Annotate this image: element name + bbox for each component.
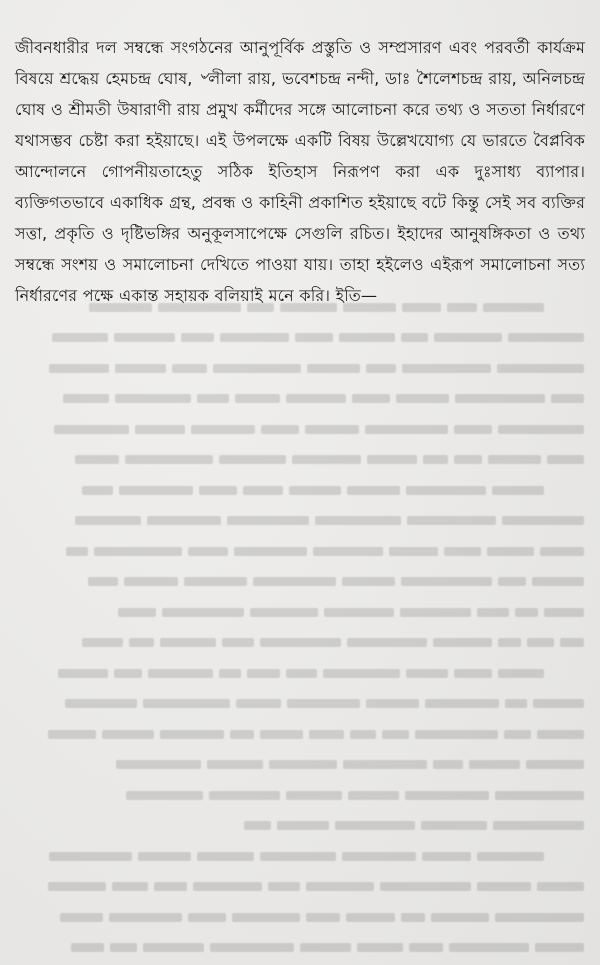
show-through-line: [10, 658, 590, 689]
show-through-mark: [495, 913, 584, 922]
show-through-mark: [213, 364, 301, 373]
show-through-mark: [82, 638, 123, 647]
show-through-mark: [193, 882, 262, 891]
show-through-mark: [129, 638, 154, 647]
show-through-mark: [526, 760, 584, 769]
show-through-mark: [342, 577, 395, 586]
show-through-line: [10, 841, 590, 872]
show-through-mark: [244, 821, 271, 830]
show-through-mark: [119, 486, 193, 495]
show-through-mark: [230, 730, 254, 739]
show-through-mark: [365, 425, 448, 434]
show-through-mark: [444, 547, 481, 556]
show-through-mark: [324, 608, 394, 617]
show-through-mark: [306, 913, 340, 922]
show-through-mark: [323, 669, 400, 678]
show-through-mark: [181, 333, 214, 342]
show-through-mark: [495, 791, 584, 800]
show-through-mark: [88, 577, 118, 586]
show-through-mark: [502, 516, 584, 525]
show-through-mark: [109, 913, 182, 922]
show-through-mark: [402, 364, 491, 373]
show-through-mark: [82, 486, 113, 495]
show-through-mark: [126, 791, 203, 800]
show-through-mark: [315, 516, 401, 525]
show-through-mark: [347, 486, 400, 495]
show-through-mark: [477, 882, 531, 891]
show-through-line: [10, 536, 590, 567]
show-through-line: [10, 323, 590, 354]
show-through-line: [10, 445, 590, 476]
show-through-mark: [118, 608, 156, 617]
show-through-mark: [115, 394, 191, 403]
show-through-mark: [253, 577, 336, 586]
show-through-mark: [172, 364, 207, 373]
show-through-mark: [197, 852, 254, 861]
show-through-mark: [425, 699, 499, 708]
show-through-mark: [406, 486, 486, 495]
show-through-mark: [400, 608, 471, 617]
show-through-mark: [286, 791, 342, 800]
show-through-mark: [188, 913, 226, 922]
show-through-mark: [350, 730, 376, 739]
show-through-line: [10, 811, 590, 842]
show-through-line: [10, 414, 590, 445]
show-through-mark: [75, 516, 141, 525]
show-through-mark: [367, 455, 417, 464]
show-through-line: [10, 902, 590, 933]
show-through-mark: [219, 455, 286, 464]
show-through-mark: [527, 638, 554, 647]
show-through-mark: [498, 638, 521, 647]
show-through-mark: [406, 669, 448, 678]
show-through-mark: [114, 333, 175, 342]
show-through-mark: [269, 760, 337, 769]
show-through-mark: [143, 943, 204, 952]
show-through-mark: [352, 394, 390, 403]
show-through-mark: [66, 547, 88, 556]
show-through-mark: [313, 547, 383, 556]
show-through-mark: [207, 760, 263, 769]
paragraph: জীবনধারীর দল সম্বন্ধে সংগঠনের আনুপূর্বিক প্রস্তুতি ও সম্প্রসারণ এবং পরবর্তী কার্যক্রম বিষয়ে শ্রদ্ধেয় হেমচন্দ্র ঘোষ, ৺লীলা রায়, ভবেশচন্দ্র নন্দী, ডাঃ শৈলেশচন্দ্র রায়, অনিলচন্দ্র ঘোষ ও শ্রীমতী উষারাণী রায় প্রমুখ কর্মীদের সঙ্গে আলোচনা করে তথ্য ও সততা নির্ধারণে যথাসম্ভব চেষ্টা করা হইয়াছে। এই উপলক্ষে একটি বিষয় উল্লেখযোগ্য যে ভারতে বৈপ্লবিক আন্দোলনে গোপনীয়তাহেতু সঠিক ইতিহাস নিরূপণ করা এক দুঃসাধ্য ব্যাপার। ব্যক্তিগতভাবে একাধিক গ্রন্থ, প্রবন্ধ ও কাহিনী প্রকাশিত হইয়াছে বটে কিন্তু সেই সব ব্যক্তির সত্তা, প্রকৃতি ও দৃষ্টিভঙ্গির অনুকূলসাপেক্ষে সেগুলি রচিত। ইহাদের আনুষঙ্গিকতা ও তথ্য সম্বন্ধে সংশয় ও সমালোচনা দেখিতে পাওয়া যায়। তাহা হইলেও এইরূপ সমালোচনা সত্য নির্ধারণের পক্ষে একান্ত সহায়ক বলিয়াই মনে করি। ইতি—: [15, 38, 585, 305]
show-through-mark: [52, 333, 108, 342]
show-through-mark: [227, 516, 309, 525]
show-through-mark: [551, 394, 584, 403]
show-through-mark: [493, 821, 584, 830]
show-through-mark: [407, 516, 496, 525]
show-through-mark: [307, 364, 360, 373]
show-through-mark: [492, 486, 544, 495]
show-through-mark: [497, 364, 584, 373]
show-through-line: [10, 384, 590, 415]
show-through-mark: [235, 394, 280, 403]
show-through-line: [10, 872, 590, 903]
show-through-mark: [421, 821, 487, 830]
show-through-line: [10, 567, 590, 598]
body-text: [15, 32, 585, 311]
show-through-mark: [287, 699, 360, 708]
show-through-mark: [197, 394, 229, 403]
show-through-mark: [71, 943, 104, 952]
show-through-mark: [449, 943, 529, 952]
show-through-mark: [405, 791, 489, 800]
show-through-mark: [124, 577, 178, 586]
show-through-mark: [544, 608, 584, 617]
show-through-mark: [401, 333, 428, 342]
show-through-mark: [94, 547, 182, 556]
show-through-mark: [306, 882, 374, 891]
show-through-mark: [65, 699, 137, 708]
show-through-mark: [261, 425, 299, 434]
show-through-line: [10, 628, 590, 659]
show-through-mark: [504, 730, 531, 739]
show-through-mark: [455, 394, 545, 403]
show-through-mark: [110, 943, 137, 952]
show-through-line: [10, 475, 590, 506]
show-through-mark: [147, 516, 221, 525]
show-through-mark: [547, 455, 584, 464]
show-through-mark: [433, 638, 492, 647]
show-through-mark: [433, 760, 463, 769]
show-through-mark: [63, 394, 109, 403]
show-through-mark: [116, 760, 201, 769]
show-through-mark: [289, 486, 341, 495]
show-through-mark: [309, 730, 344, 739]
show-through-mark: [540, 547, 584, 556]
show-through-mark: [380, 882, 471, 891]
show-through-line: [10, 780, 590, 811]
show-through-mark: [343, 760, 427, 769]
show-through-mark: [222, 638, 254, 647]
show-through-mark: [505, 699, 527, 708]
show-through-mark: [191, 425, 255, 434]
show-through-mark: [292, 455, 361, 464]
show-through-mark: [115, 364, 166, 373]
show-through-line: [10, 750, 590, 781]
show-through-mark: [346, 913, 395, 922]
show-through-mark: [305, 425, 359, 434]
show-through-mark: [220, 333, 289, 342]
show-through-mark: [560, 638, 584, 647]
show-through-mark: [260, 730, 303, 739]
show-through-mark: [389, 547, 438, 556]
show-through-mark: [532, 577, 584, 586]
show-through-mark: [409, 943, 443, 952]
show-through-mark: [498, 425, 584, 434]
show-through-texture: [10, 292, 590, 962]
show-through-mark: [210, 943, 294, 952]
show-through-mark: [295, 333, 333, 342]
show-through-mark: [58, 669, 108, 678]
show-through-mark: [250, 608, 318, 617]
show-through-mark: [366, 699, 419, 708]
show-through-mark: [286, 394, 346, 403]
show-through-mark: [300, 943, 351, 952]
show-through-mark: [49, 852, 132, 861]
show-through-mark: [335, 821, 415, 830]
show-through-line: [10, 506, 590, 537]
show-through-line: [10, 689, 590, 720]
show-through-mark: [75, 455, 119, 464]
show-through-mark: [277, 821, 329, 830]
show-through-mark: [114, 669, 142, 678]
show-through-mark: [431, 913, 489, 922]
show-through-mark: [488, 455, 541, 464]
show-through-mark: [537, 882, 584, 891]
show-through-mark: [396, 394, 449, 403]
show-through-mark: [232, 913, 300, 922]
show-through-mark: [143, 699, 230, 708]
show-through-mark: [382, 730, 409, 739]
show-through-mark: [286, 669, 317, 678]
show-through-mark: [148, 669, 213, 678]
show-through-mark: [348, 791, 399, 800]
show-through-mark: [535, 943, 584, 952]
show-through-mark: [135, 425, 185, 434]
show-through-mark: [48, 730, 96, 739]
show-through-mark: [125, 455, 213, 464]
show-through-mark: [415, 730, 498, 739]
show-through-mark: [533, 699, 584, 708]
show-through-mark: [247, 669, 280, 678]
show-through-mark: [537, 730, 584, 739]
show-through-mark: [498, 577, 526, 586]
show-through-mark: [477, 608, 509, 617]
show-through-line: [10, 933, 590, 963]
show-through-mark: [422, 852, 471, 861]
show-through-mark: [366, 364, 396, 373]
show-through-mark: [49, 364, 109, 373]
show-through-mark: [48, 882, 106, 891]
show-through-mark: [434, 333, 502, 342]
show-through-mark: [268, 882, 300, 891]
show-through-mark: [60, 913, 103, 922]
show-through-mark: [112, 882, 148, 891]
show-through-mark: [260, 638, 341, 647]
show-through-mark: [260, 852, 336, 861]
show-through-mark: [477, 852, 544, 861]
show-through-mark: [54, 425, 129, 434]
show-through-mark: [498, 669, 544, 678]
show-through-mark: [454, 455, 482, 464]
show-through-mark: [342, 852, 416, 861]
show-through-mark: [154, 882, 187, 891]
show-through-line: [10, 353, 590, 384]
show-through-mark: [423, 455, 448, 464]
show-through-mark: [487, 547, 534, 556]
show-through-mark: [454, 425, 492, 434]
show-through-mark: [199, 486, 237, 495]
show-through-mark: [401, 577, 492, 586]
show-through-mark: [160, 638, 216, 647]
show-through-mark: [102, 730, 154, 739]
show-through-mark: [243, 486, 283, 495]
show-through-mark: [188, 547, 228, 556]
show-through-mark: [357, 943, 403, 952]
show-through-mark: [234, 547, 307, 556]
show-through-mark: [454, 669, 492, 678]
show-through-mark: [401, 913, 425, 922]
show-through-mark: [339, 333, 395, 342]
show-through-mark: [209, 791, 280, 800]
show-through-mark: [515, 608, 538, 617]
show-through-mark: [347, 638, 427, 647]
show-through-mark: [160, 730, 224, 739]
show-through-mark: [508, 333, 584, 342]
show-through-mark: [219, 669, 241, 678]
show-through-line: [10, 597, 590, 628]
show-through-line: [10, 719, 590, 750]
show-through-mark: [236, 699, 281, 708]
show-through-mark: [184, 577, 247, 586]
show-through-mark: [162, 608, 244, 617]
show-through-mark: [138, 852, 191, 861]
show-through-mark: [469, 760, 520, 769]
